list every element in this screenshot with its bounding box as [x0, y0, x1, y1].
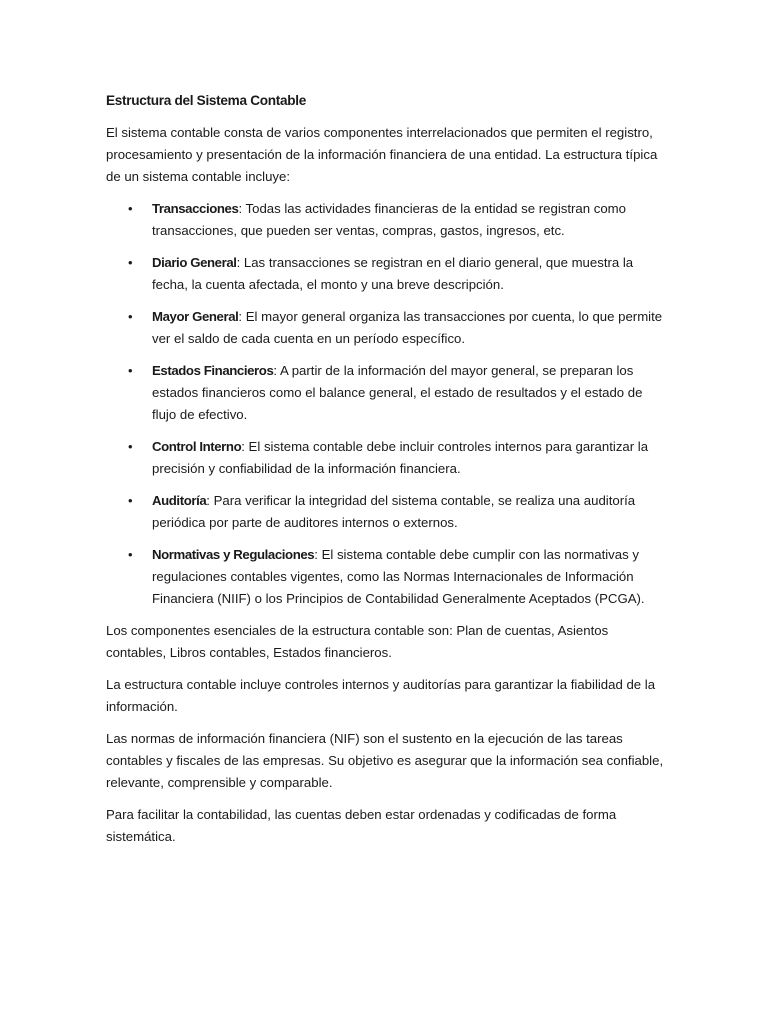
list-item	[106, 360, 666, 426]
list-item-text: : El sistema contable debe incluir controles internos para garantizar la precisión y confiabilidad de la información financiera.	[152, 439, 649, 476]
list-item	[106, 544, 666, 610]
list-item	[106, 198, 666, 242]
list-item	[106, 490, 666, 534]
list-item-term: Mayor General	[152, 309, 239, 324]
body-paragraph: Los componentes esenciales de la estructura contable son: Plan de cuentas, Asientos contables, Libros contables, Estados financieros.	[106, 623, 609, 660]
list-item-text: : A partir de la información del mayor general, se preparan los estados financieros como el balance general, el estado de resultados y el estado de flujo de efectivo.	[152, 363, 643, 422]
bullet-icon: •	[128, 547, 133, 562]
document-title: Estructura del Sistema Contable	[106, 93, 306, 108]
list-item	[106, 306, 666, 350]
list-item	[106, 436, 666, 480]
body-paragraph: Las normas de información financiera (NIF) son el sustento en la ejecución de las tareas contables y fiscales de las empresas. Su objetivo es asegurar que la información sea confiable, relevante, comprensible y comparable.	[106, 731, 664, 790]
body-paragraph: Para facilitar la contabilidad, las cuentas deben estar ordenadas y codificadas de forma sistemática.	[106, 807, 617, 844]
body-paragraph: La estructura contable incluye controles internos y auditorías para garantizar la fiabilidad de la información.	[106, 677, 656, 714]
bullet-icon: •	[128, 201, 133, 216]
list-item-term: Estados Financieros	[152, 363, 274, 378]
list-item-term: Auditoría	[152, 493, 207, 508]
bullet-icon: •	[128, 439, 133, 454]
list-item-text: : El mayor general organiza las transacciones por cuenta, lo que permite ver el saldo de cada cuenta en un período específico.	[152, 309, 663, 346]
list-item-term: Normativas y Regulaciones	[152, 547, 315, 562]
bullet-icon: •	[128, 493, 133, 508]
intro-paragraph: El sistema contable consta de varios componentes interrelacionados que permiten el registro, procesamiento y presentación de la información financiera de una entidad. La estructura típica de un sistema contable incluye:	[106, 125, 658, 184]
bullet-icon: •	[128, 309, 133, 324]
document-body	[106, 90, 666, 858]
list-item-text: : Para verificar la integridad del sistema contable, se realiza una auditoría periódica por parte de auditores internos o externos.	[152, 493, 636, 530]
list-item-text: : Las transacciones se registran en el diario general, que muestra la fecha, la cuenta afectada, el monto y una breve descripción.	[152, 255, 634, 292]
list-item-text: : Todas las actividades financieras de la entidad se registran como transacciones, que pueden ser ventas, compras, gastos, ingresos, etc.	[152, 201, 626, 238]
bullet-icon: •	[128, 255, 133, 270]
list-item-term: Control Interno	[152, 439, 242, 454]
components-list	[106, 198, 666, 610]
bullet-icon: •	[128, 363, 133, 378]
list-item-term: Transacciones	[152, 201, 239, 216]
list-item-term: Diario General	[152, 255, 237, 270]
list-item	[106, 252, 666, 296]
list-item-text: : El sistema contable debe cumplir con las normativas y regulaciones contables vigentes, como las Normas Internacionales de Información Financiera (NIIF) o los Principios de Contabilidad Generalmente Aceptados (PCGA).	[152, 547, 645, 606]
